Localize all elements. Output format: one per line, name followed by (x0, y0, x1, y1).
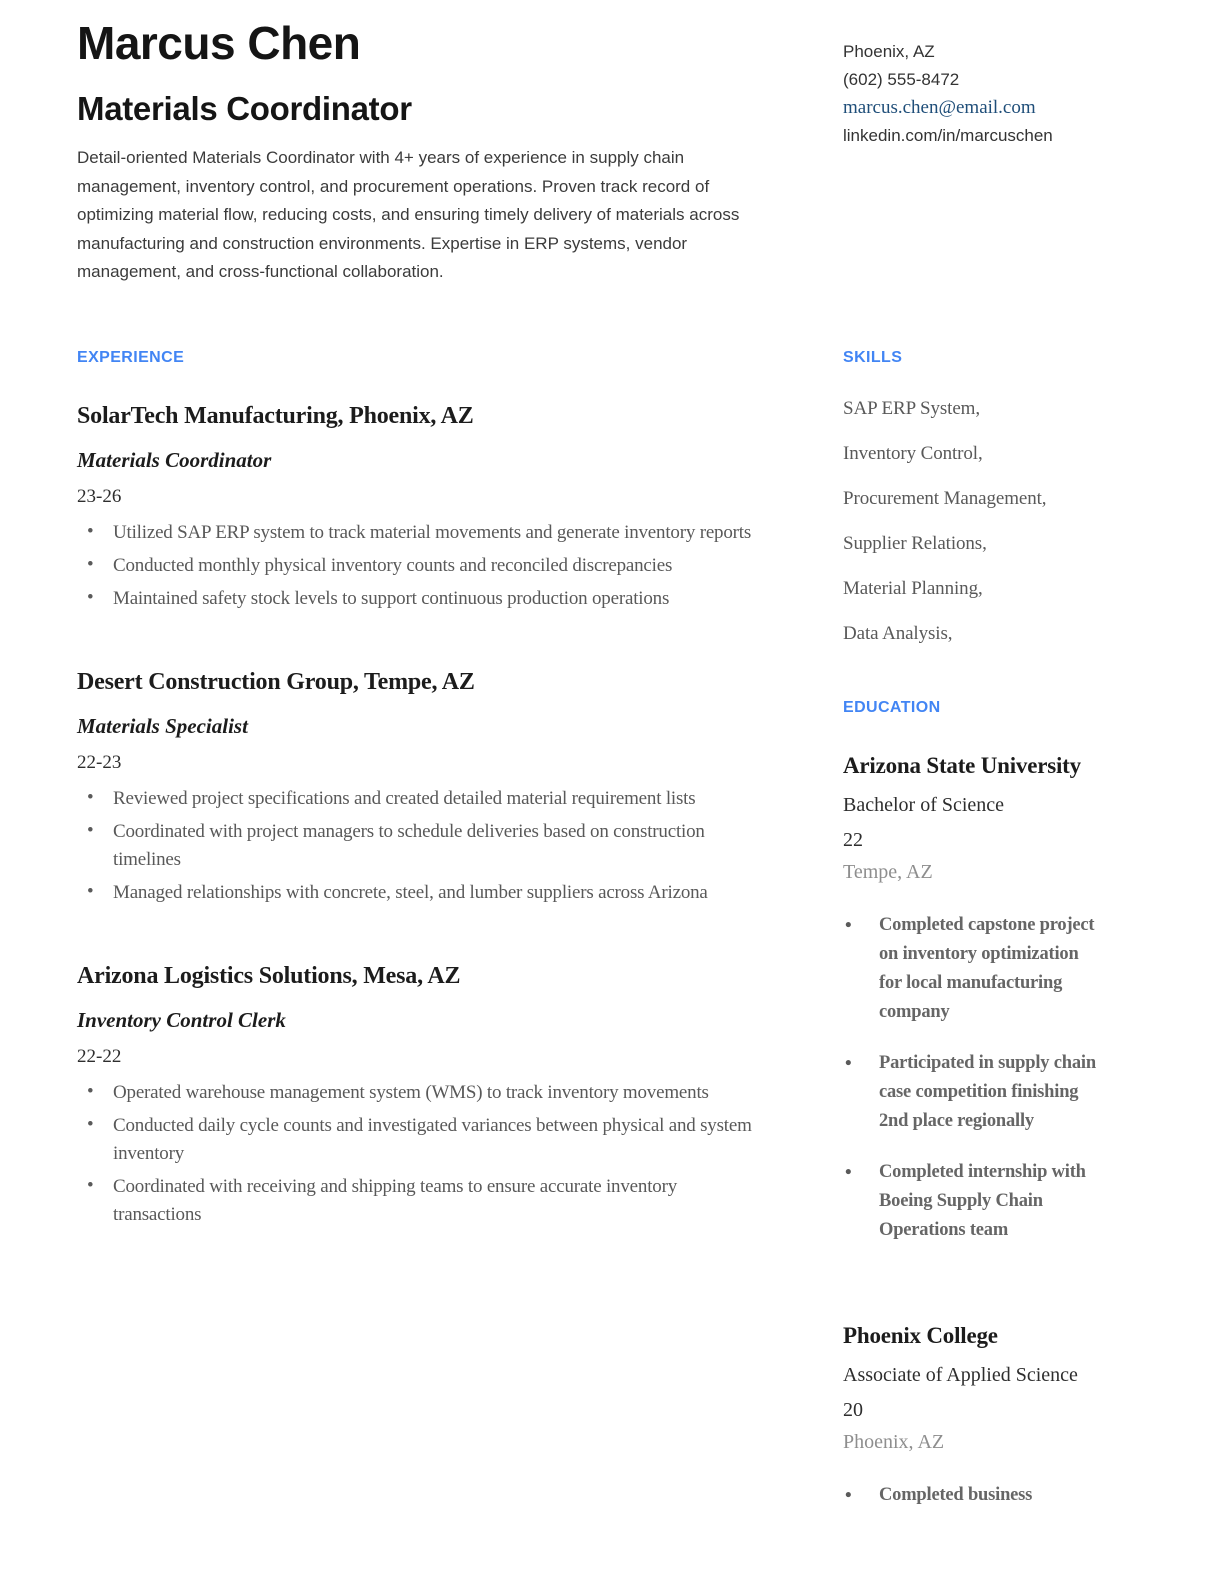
job-bullet-list (77, 519, 753, 613)
contact-email-link[interactable]: marcus.chen@email.com (843, 97, 1036, 118)
grad-year: 22 (843, 829, 863, 851)
job-dates: 22-22 (77, 1046, 122, 1067)
school-name: Arizona State University (843, 753, 1081, 778)
skill-item: Inventory Control, (843, 443, 983, 464)
header-left (77, 18, 790, 348)
job-dates: 23-26 (77, 486, 122, 507)
job-bullet: • Conducted monthly physical inventory counts and reconciled discrepancies (77, 552, 753, 580)
school-location: Phoenix, AZ (843, 1431, 945, 1453)
job-entry (77, 401, 790, 613)
contact-location: Phoenix, AZ (843, 42, 935, 61)
candidate-title: Materials Coordinator (77, 90, 412, 127)
company-name: Arizona Logistics Solutions, Mesa, AZ (77, 963, 461, 989)
school-entry (843, 751, 1147, 1245)
education-bullet: • Participated in supply chain case competition finishing 2nd place regionally (843, 1049, 1105, 1136)
sidebar-column (843, 348, 1147, 1532)
job-bullet: • Operated warehouse management system (WMS) to track inventory movements (77, 1079, 753, 1107)
job-bullet-list (77, 1079, 753, 1229)
job-dates: 22-23 (77, 752, 122, 773)
job-entry (77, 667, 790, 907)
candidate-name: Marcus Chen (77, 17, 361, 69)
education-bullet: • Completed internship with Boeing Supply Chain Operations team (843, 1158, 1105, 1245)
skill-item: Procurement Management, (843, 488, 1047, 509)
contact-linkedin: linkedin.com/in/marcuschen (843, 126, 1053, 145)
header (77, 18, 1147, 348)
education-bullet-list (843, 1481, 1105, 1510)
skill-item: Material Planning, (843, 578, 983, 599)
school-name: Phoenix College (843, 1323, 998, 1348)
company-name: Desert Construction Group, Tempe, AZ (77, 669, 475, 695)
body-columns (77, 348, 1147, 1532)
job-bullet-list (77, 785, 753, 907)
skill-item: Supplier Relations, (843, 533, 987, 554)
contact-phone: (602) 555-8472 (843, 70, 960, 89)
job-bullet: • Managed relationships with concrete, steel, and lumber suppliers across Arizona (77, 879, 753, 907)
school-location: Tempe, AZ (843, 861, 933, 883)
skills-section-label: SKILLS (843, 349, 903, 366)
summary-paragraph: Detail-oriented Materials Coordinator with 4+ years of experience in supply chain management, inventory control, and procurement operations. Proven track record of optimizing material flow, reducing costs, and ensuring timely delivery of materials across manufacturing and construction environments. Expertise in ERP systems, vendor management, and cross-functional collaboration. (77, 148, 740, 281)
job-entry (77, 961, 790, 1229)
job-title: Materials Specialist (77, 714, 248, 738)
skills-list (843, 397, 1147, 646)
grad-year: 20 (843, 1399, 863, 1421)
job-title: Materials Coordinator (77, 448, 272, 472)
education-bullet: • Completed business (843, 1481, 1105, 1510)
job-bullet: • Reviewed project specifications and created detailed material requirement lists (77, 785, 753, 813)
job-title: Inventory Control Clerk (77, 1008, 286, 1032)
experience-section-label: EXPERIENCE (77, 349, 185, 366)
job-bullet: • Coordinated with receiving and shipping teams to ensure accurate inventory transactions (77, 1173, 753, 1229)
school-entry (843, 1321, 1147, 1510)
job-bullet: • Conducted daily cycle counts and investigated variances between physical and system inventory (77, 1112, 753, 1168)
education-section-label: EDUCATION (843, 699, 941, 716)
education-bullet-list (843, 911, 1105, 1245)
contact-block (843, 38, 1147, 348)
job-bullet: • Utilized SAP ERP system to track material movements and generate inventory reports (77, 519, 753, 547)
education-bullet: • Completed capstone project on inventory optimization for local manufacturing company (843, 911, 1105, 1027)
skill-item: Data Analysis, (843, 623, 953, 644)
job-bullet: • Coordinated with project managers to schedule deliveries based on construction timelines (77, 818, 753, 874)
skill-item: SAP ERP System, (843, 398, 980, 419)
experience-section (77, 348, 790, 1532)
job-bullet: • Maintained safety stock levels to support continuous production operations (77, 585, 753, 613)
degree: Bachelor of Science (843, 794, 1005, 816)
degree: Associate of Applied Science (843, 1364, 1078, 1386)
company-name: SolarTech Manufacturing, Phoenix, AZ (77, 403, 474, 429)
